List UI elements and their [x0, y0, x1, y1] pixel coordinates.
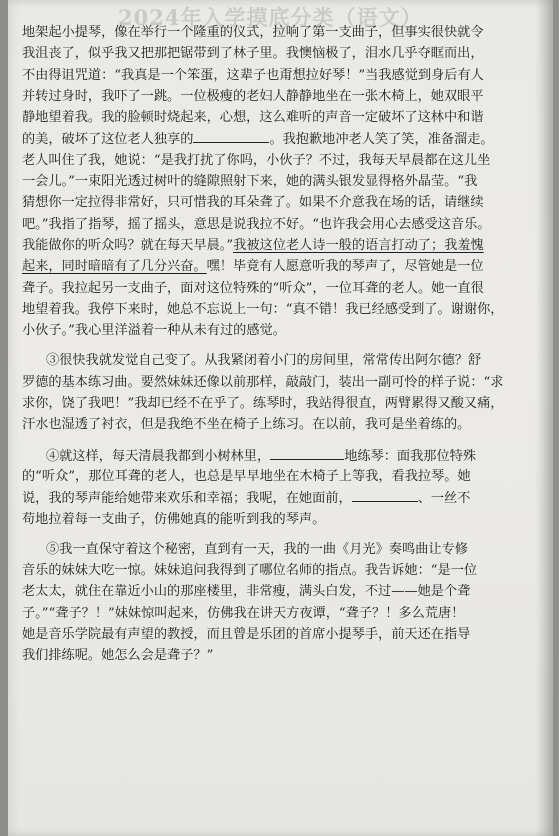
passage-line: 吧。”我指了指琴，摇了摇头，意思是说我拉不好。“也许我会用心去感受这音乐。	[22, 216, 491, 232]
passage-text	[22, 22, 542, 667]
passage-line: 的“听众”，那位耳聋的老人，也总是早早地坐在木椅子上等我，看我拉琴。她	[22, 468, 471, 484]
passage-line-with-blank	[22, 445, 542, 466]
page-curl-shadow	[535, 0, 553, 836]
passage-line-with-underline	[22, 256, 542, 277]
passage-line: 老太太，就住在靠近小山的那座楼里，非常瘦，满头白发，不过——她是个聋	[22, 584, 471, 600]
passage-line: 猜想你一定拉得非常好，只可惜我的耳朵聋了。如果不介意我在场的话，请继续	[22, 195, 484, 211]
passage-line: ③很快我就发觉自己变了。从我紧闭着小门的房间里，常常传出阿尔德？舒	[46, 353, 482, 369]
passage-line-with-blank	[22, 487, 542, 508]
passage-line: 地架起小提琴，像在举行一个隆重的仪式，拉响了第一支曲子，但事实很快就令	[22, 25, 484, 40]
passage-line: 并转过身时，我吓了一跳。一位极瘦的老妇人静静地坐在一张木椅上，她双眼平	[22, 88, 484, 104]
underlined-sentence: 起来，同时暗暗有了几分兴奋。	[22, 259, 207, 275]
exam-paper-sheet	[8, 0, 553, 836]
passage-line: 聋子。我拉起另一支曲子，面对这位特殊的“听众”，一位耳聋的老人。她一直很	[22, 280, 484, 296]
passage-line: 地望着我。我停下来时，她总不忘说上一句：“真不错！我已经感受到了。谢谢你，	[22, 301, 504, 317]
text-segment: 。我抱歉地冲老人笑了笑，准备溜走。	[269, 132, 494, 148]
passage-line: 苟地拉着每一支曲子，仿佛她真的能听到我的琴声。	[22, 511, 326, 527]
passage-line: 一会儿。”一束阳光透过树叶的缝隙照射下来，她的满头银发显得格外晶莹。“我	[22, 174, 478, 190]
text-segment: 的美，破坏了这位老人独享的	[22, 132, 194, 148]
passage-line: 不由得诅咒道：“我真是一个笨蛋，这辈子也甭想拉好琴！”当我感觉到身后有人	[22, 67, 484, 83]
passage-line-with-blank	[22, 128, 542, 149]
passage-line-with-underline	[22, 235, 542, 256]
passage-line: 音乐的妹妹大吃一惊。妹妹追问我得到了哪位名师的指点。我告诉她：“是一位	[22, 563, 478, 579]
passage-line: 我们排练呢。她怎么会是聋子？”	[22, 648, 214, 664]
passage-line: ⑤我一直保守着这个秘密，直到有一天，我的一曲《月光》奏鸣曲让专修	[46, 541, 468, 557]
passage-line: 我沮丧了，似乎我又把那把锯带到了林子里。我懊恼极了，泪水几乎夺眶而出，	[22, 46, 484, 62]
passage-line: 她是音乐学院最有声望的教授，而且曾是乐团的首席小提琴手，前天还在指导	[22, 627, 471, 643]
passage-line: 静地望着我。我的脸顿时烧起来，心想，这么难听的声音一定破坏了这林中和谐	[22, 110, 484, 126]
fill-in-blank[interactable]	[352, 487, 418, 502]
text-segment: 、一丝不	[417, 491, 471, 507]
passage-line: 老人叫住了我，她说：“是我打扰了你吗，小伙子？不过，我每天早晨都在这儿坐	[22, 152, 491, 168]
passage-line: 罗德的基本练习曲。要然妹妹还像以前那样，敲敲门，装出一副可怜的样子说：“求	[22, 374, 504, 390]
passage-line: 汗水也湿透了衬衣，但是我绝不坐在椅子上练习。在以前，我可是坐着练的。	[22, 417, 471, 433]
text-segment: 说，我的琴声能给她带来欢乐和幸福；我呢，在她面前，	[22, 491, 352, 507]
text-segment: 我能做你的听众吗？就在每天早晨。”	[22, 237, 234, 253]
passage-line: 小伙子。”我心里洋溢着一种从未有过的感觉。	[22, 323, 286, 339]
passage-line: 子。”“聋子？！”妹妹惊叫起来，仿佛我在讲天方夜谭，“聋子？！多么荒唐！	[22, 605, 465, 621]
fill-in-blank[interactable]	[193, 128, 269, 143]
fill-in-blank[interactable]	[270, 445, 344, 460]
text-segment: 地练琴：面我那位特殊	[344, 448, 477, 464]
underlined-sentence: 我被这位老人诗一般的语言打动了；我羞愧	[233, 237, 484, 253]
faded-header-title: 2024年入学摸底分类（语文）	[118, 5, 423, 30]
passage-line: 求你，饶了我吧！”我却已经不在乎了。练琴时，我站得很直，两臂累得又酸又痛，	[22, 396, 504, 412]
text-segment: 嘿！毕竟有人愿意听我的琴声了，尽管她是一位	[206, 259, 484, 275]
text-segment: ④就这样，每天清晨我都到小树林里，	[46, 448, 271, 464]
